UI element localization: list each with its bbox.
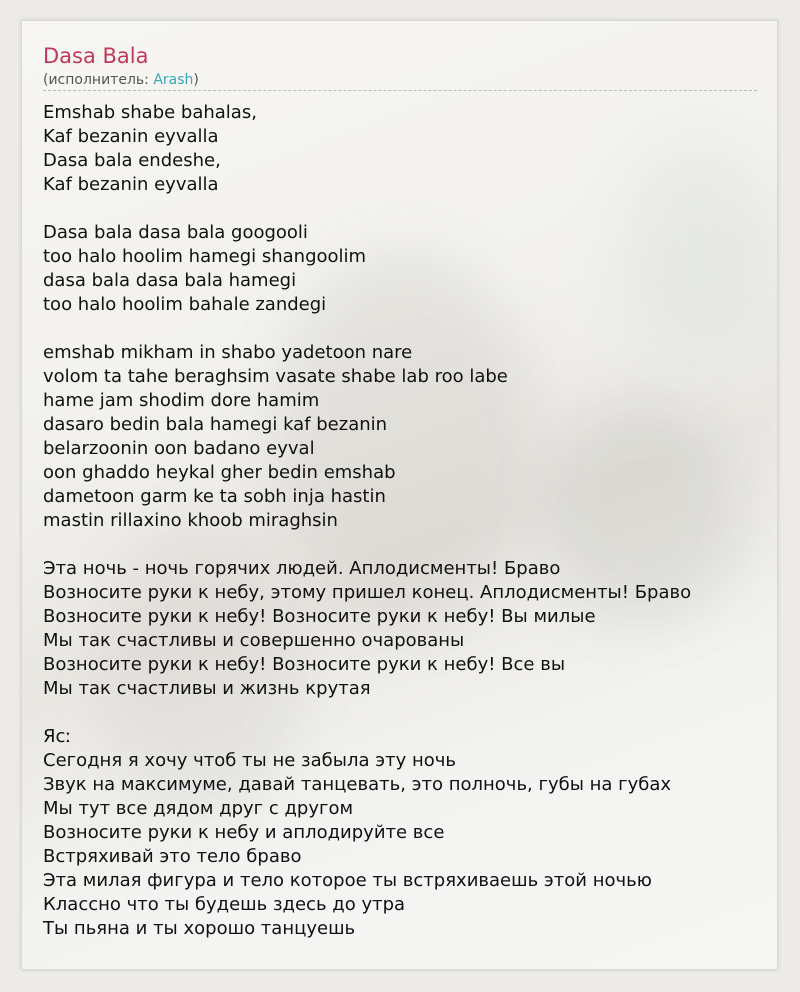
lyrics-stanza <box>43 341 756 533</box>
lyric-line: hame jam shodim dore hamim <box>43 390 320 411</box>
lyrics-text <box>43 101 756 941</box>
lyric-line: Dasa bala endeshe, <box>43 150 221 171</box>
lyric-line: Классно что ты будешь здесь до утра <box>43 894 406 915</box>
lyric-line: Мы так счастливы и жизнь крутая <box>43 678 371 699</box>
performer-prefix: (исполнитель: <box>43 72 154 88</box>
lyrics-stanza <box>43 557 756 701</box>
lyric-line: Встряхивай это тело браво <box>43 846 302 867</box>
lyric-line: Emshab shabe bahalas, <box>43 102 257 123</box>
lyric-line: Kaf bezanin eyvalla <box>43 174 219 195</box>
lyrics-stanza <box>43 725 756 941</box>
lyric-line: Kaf bezanin eyvalla <box>43 126 219 147</box>
lyric-line: Возносите руки к небу! Возносите руки к небу! Все вы <box>43 654 566 675</box>
lyric-line: Возносите руки к небу! Возносите руки к небу! Вы милые <box>43 606 596 627</box>
lyric-line: Мы тут все дядом друг с другом <box>43 798 354 819</box>
title-divider <box>43 90 757 91</box>
lyric-line: Эта милая фигура и тело которое ты встряхиваешь этой ночью <box>43 870 652 891</box>
lyric-line: volom ta tahe beraghsim vasate shabe lab roo labe <box>43 366 508 387</box>
song-title: Dasa Bala <box>43 44 149 68</box>
lyric-line: dametoon garm ke ta sobh inja hastin <box>43 486 386 507</box>
lyric-line: Мы так счастливы и совершенно очарованы <box>43 630 465 651</box>
lyric-line: Ты пьяна и ты хорошо танцуешь <box>43 918 356 939</box>
lyrics-content <box>43 43 756 941</box>
lyric-line: too halo hoolim bahale zandegi <box>43 294 327 315</box>
lyrics-card <box>21 20 778 970</box>
lyric-line: dasaro bedin bala hamegi kaf bezanin <box>43 414 388 435</box>
lyric-line: Ясː <box>43 726 72 747</box>
lyric-line: Звук на максимуме, давай танцевать, это полночь, губы на губах <box>43 774 672 795</box>
lyrics-stanza <box>43 101 756 197</box>
lyric-line: too halo hoolim hamegi shangoolim <box>43 246 367 267</box>
lyric-line: Эта ночь - ночь горячих людей. Аплодисменты! Браво <box>43 558 561 579</box>
lyric-line: Возносите руки к небу и аплодируйте все <box>43 822 445 843</box>
lyric-line: belarzoonin oon badano eyval <box>43 438 315 459</box>
artist-link[interactable]: Arash <box>153 72 194 88</box>
performer-line <box>43 71 756 89</box>
performer-suffix: ) <box>193 72 199 88</box>
lyric-line: emshab mikham in shabo yadetoon nare <box>43 342 413 363</box>
lyric-line: mastin rillaxino khoob miraghsin <box>43 510 338 531</box>
lyrics-stanza <box>43 221 756 317</box>
lyric-line: Возносите руки к небу, этому пришел конец. Аплодисменты! Браво <box>43 582 692 603</box>
lyric-line: dasa bala dasa bala hamegi <box>43 270 297 291</box>
lyric-line: Сегодня я хочу чтоб ты не забыла эту ночь <box>43 750 456 771</box>
lyric-line: oon ghaddo heykal gher bedin emshab <box>43 462 396 483</box>
lyric-line: Dasa bala dasa bala googooli <box>43 222 308 243</box>
